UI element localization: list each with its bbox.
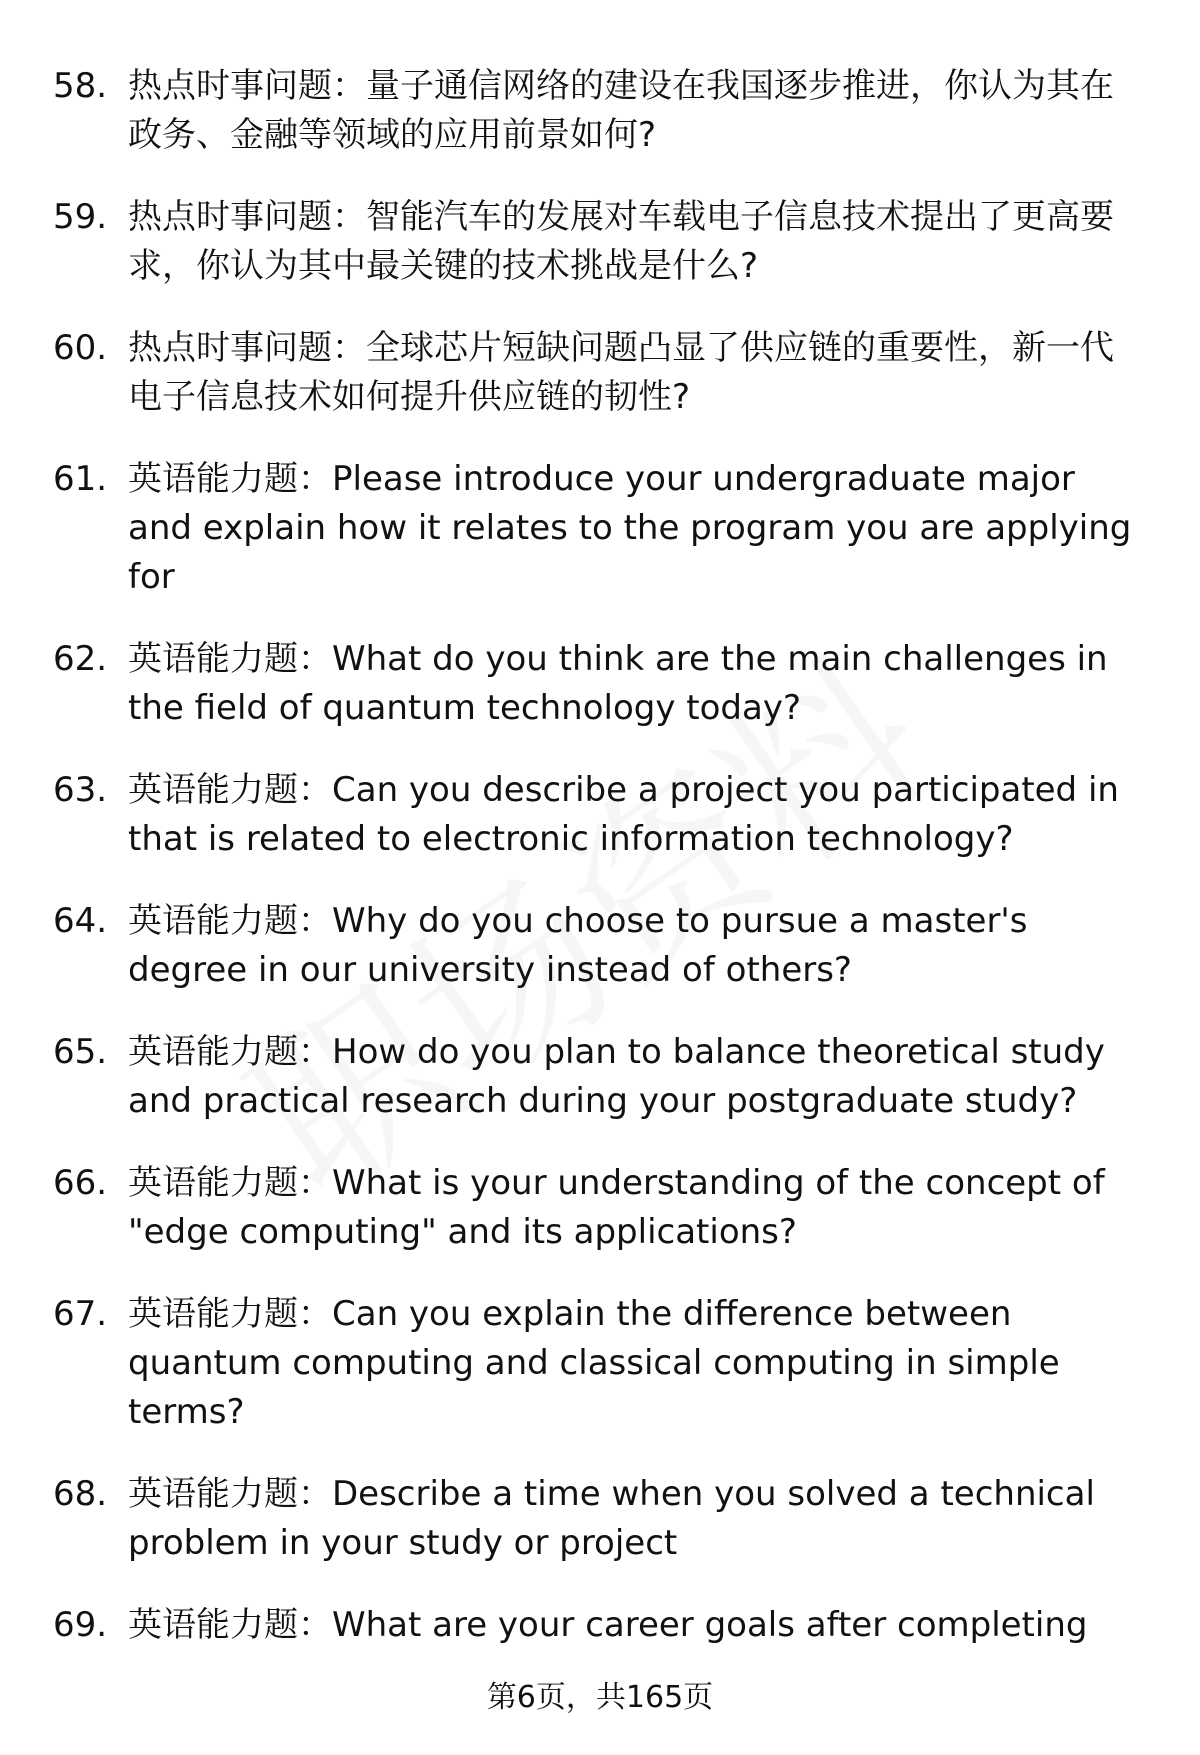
list-item bbox=[0, 1601, 1200, 1650]
list-item bbox=[0, 1290, 1200, 1437]
item-text: 英语能力题：Can you explain the difference between quantum computing and classical computing in simple terms? bbox=[128, 1294, 1060, 1432]
list-item bbox=[0, 62, 1200, 160]
item-number: 58. bbox=[53, 66, 108, 106]
item-number: 68. bbox=[53, 1474, 108, 1514]
item-number: 69. bbox=[53, 1605, 108, 1645]
list-item bbox=[0, 897, 1200, 995]
list-item bbox=[0, 1159, 1200, 1257]
list-item bbox=[0, 193, 1200, 291]
item-number: 59. bbox=[53, 197, 108, 237]
list-item bbox=[0, 324, 1200, 422]
list-item bbox=[0, 455, 1200, 602]
item-text: 英语能力题：Describe a time when you solved a technical problem in your study or project bbox=[128, 1474, 1095, 1563]
item-number: 61. bbox=[53, 459, 108, 499]
item-number: 66. bbox=[53, 1163, 108, 1203]
item-text: 英语能力题：Why do you choose to pursue a master's degree in our university instead of others? bbox=[128, 901, 1028, 990]
list-item bbox=[0, 1028, 1200, 1126]
item-number: 62. bbox=[53, 639, 108, 679]
item-number: 60. bbox=[53, 328, 108, 368]
item-text: 英语能力题：How do you plan to balance theoretical study and practical research during your postgraduate study? bbox=[128, 1032, 1105, 1121]
item-text: 热点时事问题：全球芯片短缺问题凸显了供应链的重要性，新一代电子信息技术如何提升供应链的韧性? bbox=[128, 328, 1114, 417]
list-item bbox=[0, 635, 1200, 733]
item-number: 65. bbox=[53, 1032, 108, 1072]
item-number: 64. bbox=[53, 901, 108, 941]
item-text: 英语能力题：Please introduce your undergraduate major and explain how it relates to the program you are applying for bbox=[128, 459, 1132, 597]
item-text: 热点时事问题：智能汽车的发展对车载电子信息技术提出了更高要求，你认为其中最关键的技术挑战是什么? bbox=[128, 197, 1114, 286]
item-text: 热点时事问题：量子通信网络的建设在我国逐步推进，你认为其在政务、金融等领域的应用前景如何? bbox=[128, 66, 1114, 155]
item-number: 67. bbox=[53, 1294, 108, 1334]
item-number: 63. bbox=[53, 770, 108, 810]
page-footer: 第6页，共165页 bbox=[486, 1680, 714, 1715]
item-text: 英语能力题：Can you describe a project you participated in that is related to electronic information technology? bbox=[128, 770, 1119, 859]
question-list bbox=[0, 62, 1200, 1683]
item-text: 英语能力题：What are your career goals after completing bbox=[128, 1605, 1088, 1645]
list-item bbox=[0, 1470, 1200, 1568]
list-item bbox=[0, 766, 1200, 864]
item-text: 英语能力题：What do you think are the main challenges in the field of quantum technology today? bbox=[128, 639, 1108, 728]
item-text: 英语能力题：What is your understanding of the concept of "edge computing" and its applications? bbox=[128, 1163, 1105, 1252]
